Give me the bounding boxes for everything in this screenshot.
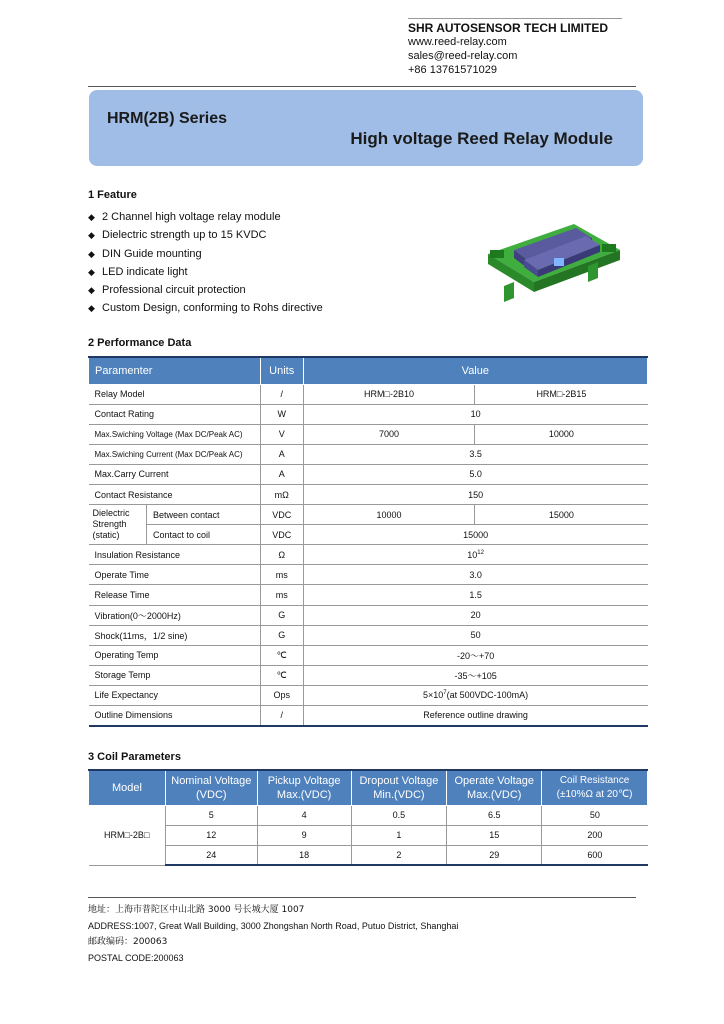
table-row: Max.Carry Current A 5.0 — [89, 464, 648, 484]
table-row: Contact to coil VDC 15000 — [89, 525, 648, 545]
performance-section-title: 2 Performance Data — [88, 337, 192, 349]
table-row: Storage Temp ℃ -35～+105 — [89, 665, 648, 685]
company-phone: +86 13761571029 — [408, 64, 498, 76]
dielectric-group-label: Dielectric Strength (static) — [89, 505, 147, 545]
table-row: 12 9 1 15 200 — [89, 825, 648, 845]
feature-item: ◆ 2 Channel high voltage relay module — [88, 208, 323, 226]
product-subtitle: High voltage Reed Relay Module — [350, 129, 613, 148]
diamond-bullet-icon: ◆ — [88, 285, 95, 296]
diamond-bullet-icon: ◆ — [88, 248, 95, 259]
feature-list — [88, 208, 323, 318]
address-cn: 地址：上海市普陀区中山北路 3000 号长城大厦 1007 — [88, 905, 305, 915]
header-dropout-voltage: Dropout Voltage Min.(VDC) — [351, 770, 447, 805]
postal-code-en: POSTAL CODE:200063 — [88, 953, 184, 963]
series-title: HRM(2B) Series — [107, 110, 228, 127]
header-units: Units — [260, 357, 303, 384]
feature-section-title: 1 Feature — [88, 189, 137, 201]
footer-divider — [88, 897, 636, 898]
diamond-bullet-icon: ◆ — [88, 212, 95, 222]
diamond-bullet-icon: ◆ — [88, 266, 95, 277]
feature-item: ◆ Custom Design, conforming to Rohs directive — [88, 299, 323, 317]
table-row: Operating Temp ℃ -20～+70 — [89, 645, 648, 665]
header-pickup-voltage: Pickup Voltage Max.(VDC) — [257, 770, 351, 805]
table-row: Vibration(0～2000Hz) G 20 — [89, 605, 648, 625]
header-model: Model — [89, 770, 166, 805]
coil-section-title: 3 Coil Parameters — [88, 751, 181, 763]
performance-table — [88, 356, 648, 727]
header-top-rule — [408, 18, 622, 19]
relay-module-image — [484, 214, 624, 304]
feature-item: ◆ Professional circuit protection — [88, 281, 323, 299]
coil-table — [88, 769, 648, 866]
header-coil-resistance: Coil Resistance (±10%Ω at 20℃) — [542, 770, 648, 805]
company-website: www.reed-relay.com — [408, 36, 507, 48]
table-row: Shock(11ms，1/2 sine) G 50 — [89, 625, 648, 645]
table-row: Max.Swiching Voltage (Max DC/Peak AC) V 7000 10000 — [89, 424, 648, 444]
company-email: sales@reed-relay.com — [408, 50, 518, 62]
table-row: Release Time ms 1.5 — [89, 585, 648, 605]
postal-code-cn: 邮政编码：200063 — [88, 937, 168, 947]
table-row: Max.Swiching Current (Max DC/Peak AC) A 3.5 — [89, 444, 648, 464]
feature-item: ◆ LED indicate light — [88, 263, 323, 281]
table-row: Operate Time ms 3.0 — [89, 565, 648, 585]
header-value: Value — [303, 357, 647, 384]
company-name: SHR AUTOSENSOR TECH LIMITED — [408, 21, 609, 35]
table-row: HRM□-2B□ 5 4 0.5 6.5 50 — [89, 805, 648, 825]
table-row: Dielectric Strength (static) Between contact VDC 10000 15000 — [89, 505, 648, 525]
table-header-row — [89, 357, 648, 384]
feature-item: ◆ DIN Guide mounting — [88, 245, 323, 263]
footer — [88, 902, 458, 966]
header-nominal-voltage: Nominal Voltage (VDC) — [165, 770, 257, 805]
header-operate-voltage: Operate Voltage Max.(VDC) — [447, 770, 542, 805]
table-row: Contact Resistance mΩ 150 — [89, 484, 648, 504]
feature-item: ◆ Dielectric strength up to 15 KVDC — [88, 226, 323, 244]
table-row: Contact Rating W 10 — [89, 404, 648, 424]
header-parameter: Paramenter — [89, 357, 261, 384]
table-row: Life Expectancy Ops $5\times 10^7(at$ 500VDC-100mA) — [89, 685, 648, 705]
diamond-bullet-icon: ◆ — [88, 230, 95, 241]
table-row: Insulation Resistance Ω $10^{12}$ — [89, 545, 648, 565]
table-row: Outline Dimensions / Reference outline drawing — [89, 706, 648, 726]
coil-model-cell: HRM□-2B□ — [89, 805, 166, 865]
company-header — [408, 18, 622, 77]
table-row: 24 18 2 29 600 — [89, 845, 648, 865]
table-row: Relay Model / HRM□-2B10 HRM□-2B15 — [89, 384, 648, 404]
table-header-row — [89, 770, 648, 805]
title-banner — [89, 90, 643, 166]
address-en: ADDRESS:1007, Great Wall Building, 3000 Zhongshan North Road, Putuo District, Shanghai — [88, 921, 459, 931]
header-divider — [88, 86, 636, 87]
diamond-bullet-icon: ◆ — [88, 303, 95, 314]
